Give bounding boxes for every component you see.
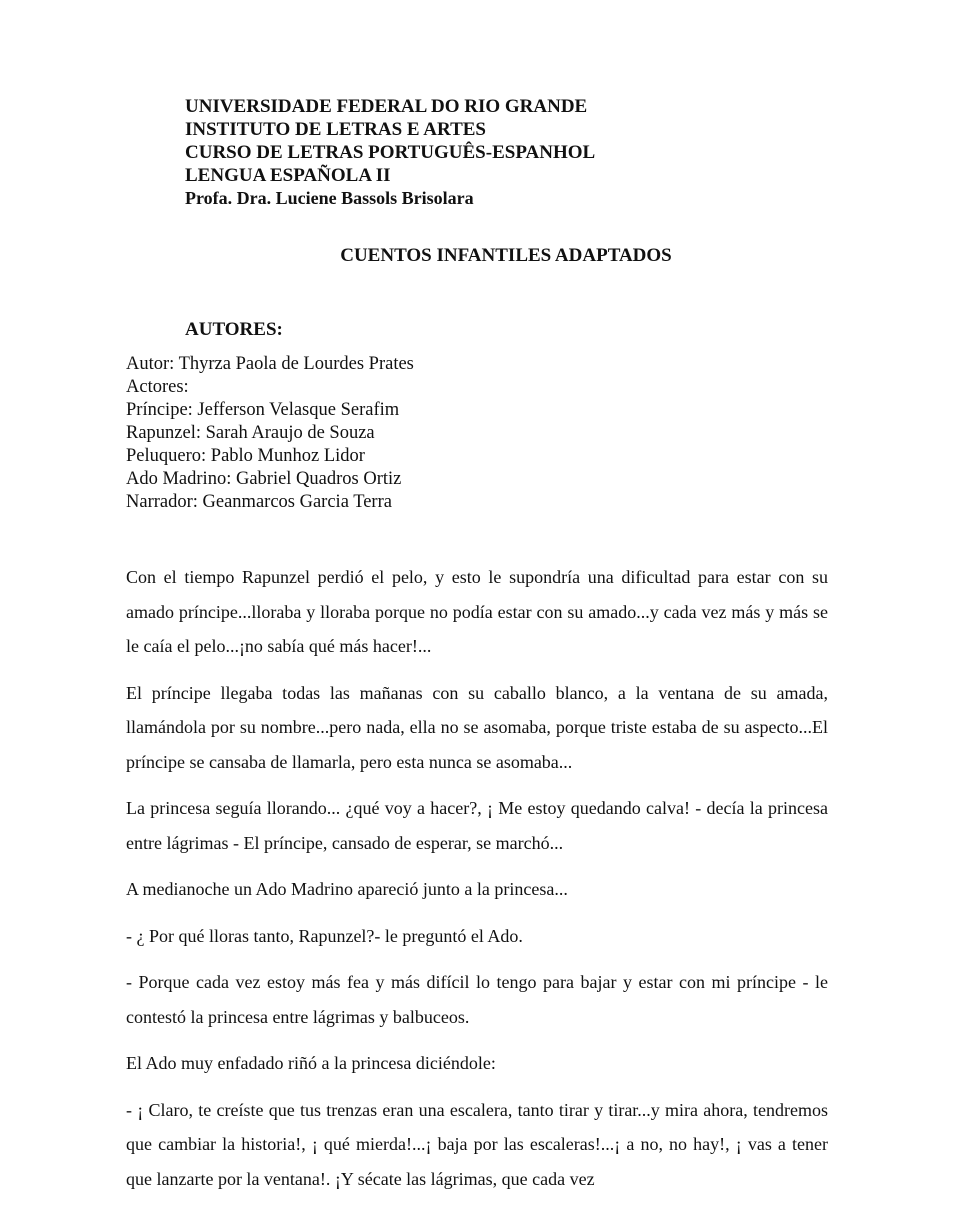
credit-rapunzel: Rapunzel: Sarah Araujo de Souza	[126, 423, 375, 443]
story-paragraph: El Ado muy enfadado riñó a la princesa diciéndole:	[126, 1053, 496, 1073]
story-body	[126, 560, 828, 1208]
document-title: CUENTOS INFANTILES ADAPTADOS	[340, 245, 672, 266]
credit-author: Autor: Thyrza Paola de Lourdes Prates	[126, 354, 414, 374]
header-line-professor: Profa. Dra. Luciene Bassols Brisolara	[185, 188, 474, 208]
story-paragraph: La princesa seguía llorando... ¿qué voy a hacer?, ¡ Me estoy quedando calva! - decía la princesa entre lágrimas - El príncipe, cansado de esperar, se marchó...	[126, 798, 828, 853]
story-paragraph: - ¿ Por qué lloras tanto, Rapunzel?- le preguntó el Ado.	[126, 925, 523, 946]
story-paragraph: El príncipe llegaba todas las mañanas con su caballo blanco, a la ventana de su amada, llamándola por su nombre...pero nada, ella no se asomaba, porque triste estaba de su aspecto...El príncipe se cansaba de llamarla, pero esta nunca se asomaba...	[126, 682, 828, 772]
credits-list	[126, 353, 414, 514]
header-line-course: CURSO DE LETRAS PORTUGUÊS-ESPANHOL	[185, 142, 596, 163]
credit-actors-label: Actores:	[126, 377, 189, 397]
credit-hairdresser: Peluquero: Pablo Munhoz Lidor	[126, 446, 365, 466]
credit-ado-madrino: Ado Madrino: Gabriel Quadros Ortiz	[126, 469, 402, 489]
authors-heading: AUTORES:	[185, 319, 283, 340]
header-line-university: UNIVERSIDADE FEDERAL DO RIO GRANDE	[185, 96, 588, 117]
institution-header	[185, 95, 595, 210]
credit-narrator: Narrador: Geanmarcos Garcia Terra	[126, 492, 392, 512]
credit-prince: Príncipe: Jefferson Velasque Serafim	[126, 400, 400, 420]
story-paragraph: - Porque cada vez estoy más fea y más difícil lo tengo para bajar y estar con mi príncipe - le contestó la princesa entre lágrimas y balbuceos.	[126, 972, 828, 1027]
header-line-institute: INSTITUTO DE LETRAS E ARTES	[185, 119, 486, 140]
story-paragraph: - ¡ Claro, te creíste que tus trenzas eran una escalera, tanto tirar y tirar...y mira ahora, tendremos que cambiar la historia!, ¡ qué mierda!...¡ baja por las escaleras!...¡ a no, no hay!, ¡ vas a tener que lanzarte por la ventana!. ¡Y sécate las lágrimas, que cada vez	[126, 1099, 828, 1189]
story-paragraph: Con el tiempo Rapunzel perdió el pelo, y esto le supondría una dificultad para estar con su amado príncipe...lloraba y lloraba porque no podía estar con su amado...y cada vez más y más se le caía el pelo...¡no sabía qué más hacer!...	[126, 567, 828, 656]
header-line-subject: LENGUA ESPAÑOLA II	[185, 165, 391, 186]
story-paragraph: A medianoche un Ado Madrino apareció junto a la princesa...	[126, 879, 568, 899]
